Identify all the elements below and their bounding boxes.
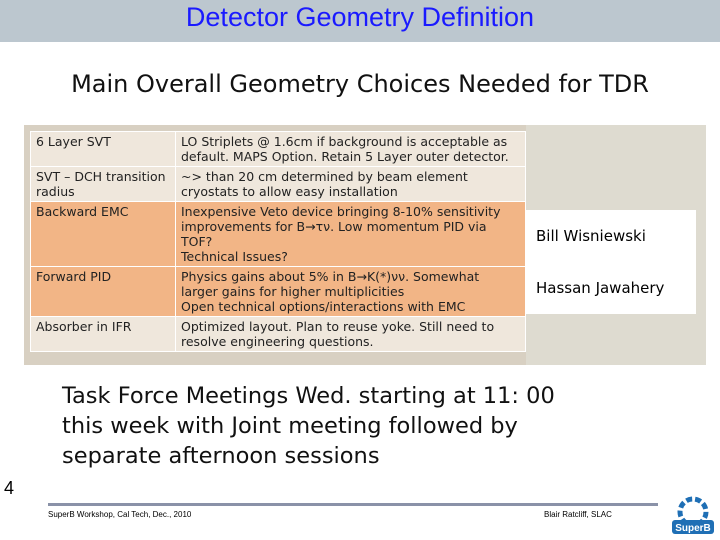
table-row	[31, 202, 526, 267]
option-cell: SVT – DCH transition radius	[31, 167, 176, 202]
person-label-2: Hassan Jawahery	[526, 262, 696, 314]
detail-line: improvements for B→τν. Low momentum PID via TOF?	[181, 219, 487, 249]
detail-line: Technical Issues?	[181, 249, 288, 264]
option-cell: Backward EMC	[31, 202, 176, 267]
detail-line: resolve engineering questions.	[181, 334, 374, 349]
detail-line: default. MAPS Option. Retain 5 Layer outer detector.	[181, 149, 509, 164]
footer-right-text: Blair Ratcliff, SLAC	[544, 510, 612, 519]
detail-cell	[176, 267, 526, 317]
detail-cell	[176, 202, 526, 267]
detail-line: cryostats to allow easy installation	[181, 184, 398, 199]
detail-line: Optimized layout. Plan to reuse yoke. Still need to	[181, 319, 495, 334]
person-label-1: Bill Wisniewski	[526, 210, 696, 262]
detail-line: larger gains for higher multiplicities	[181, 284, 405, 299]
page-number: 4	[4, 478, 15, 498]
option-cell: Absorber in IFR	[31, 317, 176, 352]
footer-left-text: SuperB Workshop, Cal Tech, Dec., 2010	[48, 510, 192, 519]
table-row	[31, 167, 526, 202]
logo-text: SuperB	[675, 523, 711, 534]
detail-line: Open technical options/interactions with EMC	[181, 299, 466, 314]
footer-divider	[48, 503, 658, 506]
geometry-choices-table	[30, 131, 526, 352]
option-cell: Forward PID	[31, 267, 176, 317]
superb-logo	[670, 490, 716, 538]
option-cell: 6 Layer SVT	[31, 132, 176, 167]
detail-line: ~> than 20 cm determined by beam element	[181, 169, 468, 184]
table-row	[31, 267, 526, 317]
detail-cell	[176, 317, 526, 352]
detail-cell	[176, 132, 526, 167]
slide-subtitle: Main Overall Geometry Choices Needed for TDR	[71, 70, 649, 98]
detail-line: LO Striplets @ 1.6cm if background is acceptable as	[181, 134, 508, 149]
detail-cell	[176, 167, 526, 202]
table-row	[31, 132, 526, 167]
table-row	[31, 317, 526, 352]
detail-line: Physics gains about 5% in B→K(*)νν. Somewhat	[181, 269, 480, 284]
slide-title: Detector Geometry Definition	[185, 2, 535, 32]
task-force-text: Task Force Meetings Wed. starting at 11: 00 this week with Joint meeting followed by separate afternoon sessions	[62, 383, 555, 469]
detail-line: Inexpensive Veto device bringing 8-10% sensitivity	[181, 204, 501, 219]
